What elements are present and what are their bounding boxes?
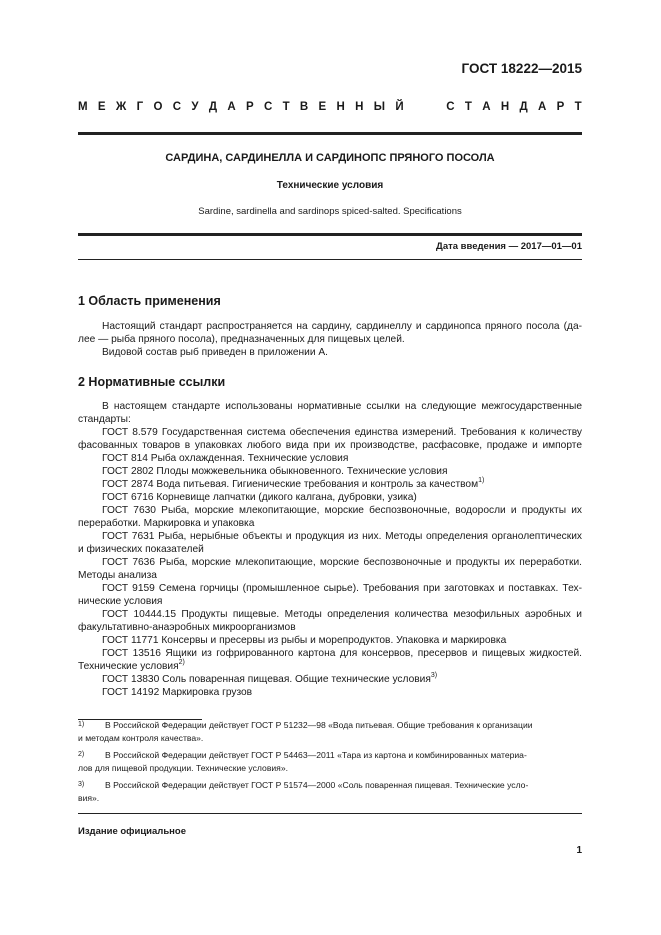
reference-line [78,569,582,582]
banner-letter: В [299,101,309,113]
reference-text: фасованных товаров в упаковках любого вида при их производстве, расфасовке, продаже и импорте [78,440,582,451]
footnote-line [78,719,582,732]
reference-text: переработки. Маркировка и упаковка [78,518,255,529]
reference-text: стандарты: [78,414,131,425]
reference-line [78,413,582,426]
footnote-marker: 3) [430,671,438,679]
section-2-heading: 2 Нормативные ссылки [78,375,226,389]
reference-line [78,634,582,647]
reference-line [78,647,582,660]
page-number: 1 [576,845,582,856]
reference-line [78,426,582,439]
banner-letter: У [191,101,199,113]
footnote-text: и методам контроля качества». [78,733,204,743]
footnote-line [78,779,582,792]
banner-letter: С [263,101,273,113]
footnote-number: 3) [78,781,85,788]
footnote-number: 1) [78,721,85,728]
footnote [78,719,582,745]
banner-letter: Н [336,101,345,113]
reference-line [78,582,582,595]
banner-letter: Т [282,101,290,113]
reference-line [78,595,582,608]
reference-text: ГОСТ 7631 Рыба, нерыбные объекты и продукция из них. Методы определения органолептических [102,531,582,542]
section-1-body [78,320,582,359]
section-1-line: Настоящий стандарт распространяется на сардину, сардинеллу и сардинопса пряного посола (да- [102,321,582,332]
banner-letter: А [227,101,236,113]
reference-text: ГОСТ 2874 Вода питьевая. Гигиенические требования и контроль за качеством [102,479,479,490]
official-edition-label: Издание официальное [78,826,186,837]
footnote [78,779,582,805]
banner-letter: А [482,101,491,113]
reference-text: факультативно-анаэробных микроорганизмов [78,622,296,633]
banner-letter: Й [395,101,404,113]
document-title: САРДИНА, САРДИНЕЛЛА И САРДИНОПС ПРЯНОГО ПОСОЛА [165,152,495,164]
reference-line [78,673,582,686]
banner-letter: Е [318,101,327,113]
date-rule [78,259,582,260]
section-1-heading: 1 Область применения [78,294,221,308]
reference-text: Методы анализа [78,570,157,581]
reference-text: ГОСТ 14192 Маркировка грузов [102,687,253,698]
reference-line [78,491,582,504]
footnote-text: вия». [78,793,100,803]
banner-letter: Д [208,101,218,113]
banner-letter: Р [245,101,254,113]
footnote-line [78,749,582,762]
footnote-text: В Российской Федерации действует ГОСТ Р 51574—2000 «Соль поваренная пищевая. Технические усло- [105,780,529,790]
reference-text: ГОСТ 9159 Семена горчицы (промышленное сырье). Требования при заготовках и поставках. Тех- [102,583,582,594]
banner-letter: С [172,101,182,113]
reference-line [78,439,582,452]
banner-letter: С [446,101,455,113]
reference-text: ГОСТ 8.579 Государственная система обеспечения единства измерений. Требования к количеству [102,427,582,438]
reference-line [78,621,582,634]
footnote-text: лов для пищевой продукции. Технические условия». [78,763,289,773]
footnote-number: 2) [78,751,85,758]
reference-line [78,543,582,556]
reference-line [78,686,582,699]
reference-line [78,465,582,478]
reference-line [78,517,582,530]
banner-letter: Г [136,101,144,113]
reference-text: ГОСТ 13516 Ящики из гофрированного картона для консервов, пресервов и пищевых жидкостей. [102,648,582,659]
reference-line [78,452,582,465]
footnote-marker: 1) [478,476,485,484]
banner-letter: Д [519,101,528,113]
reference-text: ГОСТ 814 Рыба охлажденная. Технические условия [102,453,349,464]
reference-line [78,504,582,517]
reference-line [78,400,582,413]
footnote-text: В Российской Федерации действует ГОСТ Р 51232—98 «Вода питьевая. Общие требования к организации [105,720,533,730]
interstate-standard-banner [78,101,582,113]
section-1-line: Видовой состав рыб приведен в приложении А. [102,347,329,358]
reference-text: ГОСТ 2802 Плоды можжевельника обыкновенного. Технические условия [102,466,448,477]
reference-text: и физических показателей [78,544,204,555]
footnote-marker: 2) [178,658,185,666]
normative-references-list [78,400,582,699]
english-title: Sardine, sardinella and sardinops spiced-salted. Specifications [198,206,462,217]
reference-line [78,608,582,621]
document-subtitle: Технические условия [276,180,384,191]
footnote-text: В Российской Федерации действует ГОСТ Р 54463—2011 «Тара из картона и комбинированных материа- [105,750,527,760]
reference-text: ГОСТ 10444.15 Продукты пищевые. Методы определения количества мезофильных аэробных и [102,609,582,620]
reference-text: ГОСТ 7630 Рыба, морские млекопитающие, морские беспозвоночные, водоросли и продукты их [102,505,582,516]
banner-letter: Т [574,101,582,113]
footnote-line [78,792,582,805]
footnote [78,749,582,775]
reference-text: ГОСТ 11771 Консервы и пресервы из рыбы и морепродуктов. Упаковка и маркировка [102,635,507,646]
footer-rule [78,813,582,814]
section-1-line: лее — рыба пряного посола), предназначенных для пищевых целей. [78,334,405,345]
banner-letter: Ж [115,101,127,113]
banner-letter: Ы [373,101,386,113]
reference-text: Технические условия [78,661,179,672]
banner-letter: Т [464,101,472,113]
banner-letter: Н [355,101,364,113]
reference-text: нические условия [78,596,163,607]
top-rule [78,132,582,135]
footnote-line [78,762,582,775]
banner-letter: А [537,101,547,113]
banner-letter: Р [556,101,565,113]
reference-text: ГОСТ 13830 Соль поваренная пищевая. Общие технические условия [102,674,431,685]
reference-line [78,478,582,491]
title-rule [78,233,582,236]
footnote-line [78,732,582,745]
banner-letter: Е [97,101,106,113]
reference-text: В настоящем стандарте использованы нормативные ссылки на следующие межгосударственные [102,401,582,412]
banner-letter: О [153,101,163,113]
introduction-date: Дата введения — 2017—01—01 [436,241,582,252]
reference-line [78,660,582,673]
reference-text: ГОСТ 6716 Корневище лапчатки (дикого калгана, дубровки, узика) [102,492,417,503]
reference-line [78,530,582,543]
standard-code: ГОСТ 18222—2015 [461,61,582,76]
reference-line [78,556,582,569]
banner-letter: М [78,101,88,113]
reference-text: ГОСТ 7636 Рыба, морские млекопитающие, морские беспозвоночные и продукты их переработки. [102,557,582,568]
footnotes [78,719,582,809]
banner-letter: Н [500,101,510,113]
banner-gap [414,101,436,113]
